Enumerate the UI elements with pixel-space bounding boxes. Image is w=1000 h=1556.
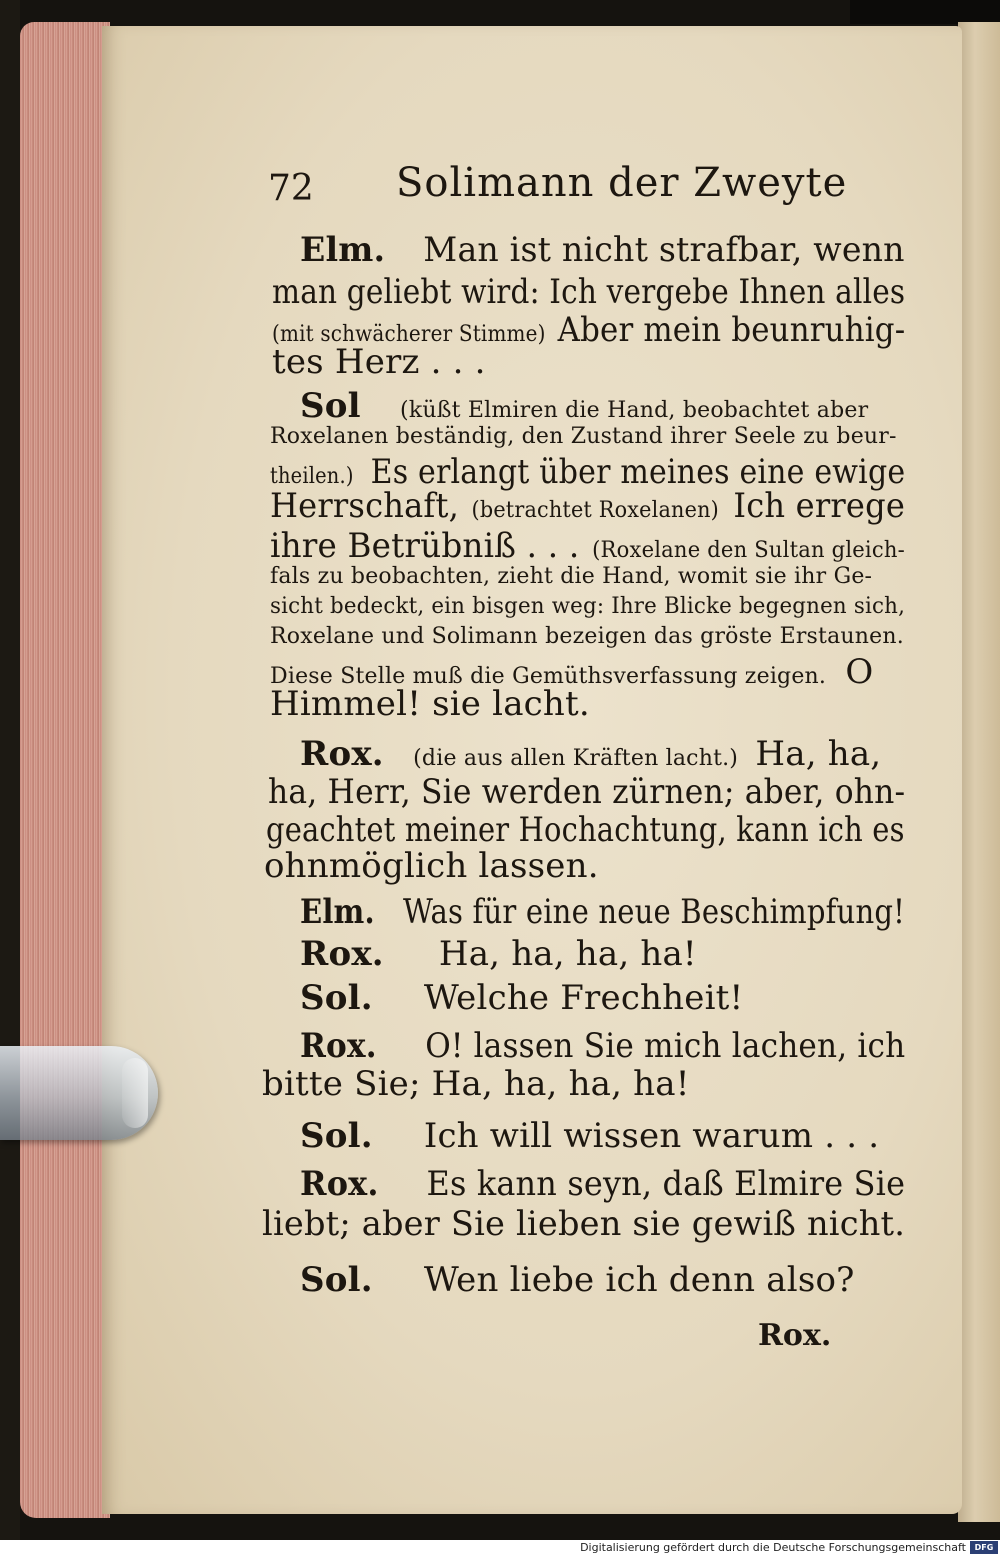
catchword: Rox. <box>758 1318 832 1353</box>
line-text: man geliebt wird: Ich vergebe Ihnen alles <box>272 272 906 312</box>
line-text: ohnmöglich lassen. <box>264 846 599 886</box>
footer-strip <box>0 1540 1000 1556</box>
text-line-22 <box>300 1026 905 1066</box>
line-text: Es erlangt über meines eine ewige <box>370 452 906 492</box>
line-text: Himmel! sie lacht. <box>270 684 590 724</box>
text-line-19 <box>300 892 905 932</box>
text-line-4 <box>272 342 486 382</box>
line-text: Welche Frechheit! <box>423 978 744 1018</box>
speaker-label: Elm. <box>300 230 386 270</box>
line-text: Es kann seyn, daß Elmire Sie <box>426 1164 906 1204</box>
speaker-label: Sol. <box>300 1260 373 1300</box>
stage-direction: (betrachtet Roxelanen) <box>471 498 719 523</box>
text-line-9 <box>270 526 905 566</box>
line-text: tes Herz . . . <box>272 342 486 382</box>
speaker-label: Rox. <box>300 734 384 774</box>
text-line-17 <box>266 810 905 850</box>
line-text: ihre Betrübniß . . . <box>270 526 580 566</box>
text-line-14 <box>270 684 590 724</box>
line-text: Ich will wissen warum . . . <box>423 1116 880 1156</box>
dfg-logo: DFG <box>970 1541 998 1554</box>
stage-direction: Roxelanen beständig, den Zustand ihrer Seele zu beur- <box>270 424 897 449</box>
line-text: geachtet meiner Hochachtung, kann ich es <box>266 810 905 850</box>
stage-direction: (mit schwächerer Stimme) <box>272 322 546 347</box>
line-text: O <box>845 652 874 692</box>
line-text: ha, Herr, Sie werden zürnen; aber, ohn- <box>268 772 906 812</box>
text-line-27 <box>300 1260 855 1300</box>
speaker-label: Elm. <box>300 892 375 932</box>
stage-direction: (die aus allen Kräften lacht.) <box>413 746 739 771</box>
stage-direction: theilen.) <box>270 464 354 489</box>
text-line-5 <box>300 386 868 426</box>
stage-direction: sicht bedeckt, ein bisgen weg: Ihre Blicke begegnen sich, <box>270 594 906 619</box>
line-text: Ha, ha, ha, ha! <box>438 934 697 974</box>
line-text-continued: Ich errege <box>733 486 906 526</box>
text-line-8 <box>270 486 905 526</box>
speaker-label: Sol <box>300 386 361 426</box>
text-line-26 <box>262 1204 905 1244</box>
stage-direction: (Roxelane den Sultan gleich- <box>592 538 905 563</box>
stage-direction: Roxelane und Solimann bezeigen das gröste Erstaunen. <box>270 624 904 649</box>
text-line-15 <box>300 734 881 774</box>
line-text: Herrschaft, <box>270 486 459 526</box>
line-text: O! lassen Sie mich lachen, ich <box>425 1026 906 1066</box>
text-line-1 <box>300 230 905 270</box>
stage-direction: fals zu beobachten, zieht die Hand, womit sie ihr Ge- <box>270 564 873 589</box>
line-text: Man ist nicht strafbar, wenn <box>423 230 905 270</box>
line-text: Wen liebe ich denn also? <box>423 1260 855 1300</box>
text-line-23 <box>262 1064 690 1104</box>
line-text: Was für eine neue Beschimpfung! <box>403 892 905 932</box>
speaker-label: Sol. <box>300 978 373 1018</box>
text-line-25 <box>300 1164 905 1204</box>
text-line-16 <box>268 772 905 812</box>
speaker-label: Sol. <box>300 1116 373 1156</box>
text-line-21 <box>300 978 743 1018</box>
stage-direction: (küßt Elmiren die Hand, beobachtet aber <box>400 398 869 423</box>
speaker-label: Rox. <box>300 934 384 974</box>
text-line-12 <box>270 624 904 649</box>
text-line-10 <box>270 564 872 589</box>
page-number: 72 <box>268 168 314 209</box>
text-line-2 <box>272 272 905 312</box>
line-text: Aber mein beunruhig- <box>557 310 906 350</box>
line-text: bitte Sie; Ha, ha, ha, ha! <box>262 1064 690 1104</box>
text-line-18 <box>264 846 599 886</box>
speaker-label: Rox. <box>300 1026 377 1066</box>
line-text: liebt; aber Sie lieben sie gewiß nicht. <box>262 1204 906 1244</box>
text-line-6 <box>270 424 897 449</box>
stage-direction: Diese Stelle muß die Gemüthsverfassung zeigen. <box>270 664 827 689</box>
text-line-20 <box>300 934 697 974</box>
line-text: Ha, ha, <box>755 734 882 774</box>
digitization-credit: Digitalisierung gefördert durch die Deutsche Forschungsgemeinschaft <box>580 1541 966 1554</box>
text-line-24 <box>300 1116 879 1156</box>
running-head: Solimann der Zweyte <box>396 160 848 206</box>
speaker-label: Rox. <box>300 1164 379 1204</box>
text-line-11 <box>270 594 905 619</box>
